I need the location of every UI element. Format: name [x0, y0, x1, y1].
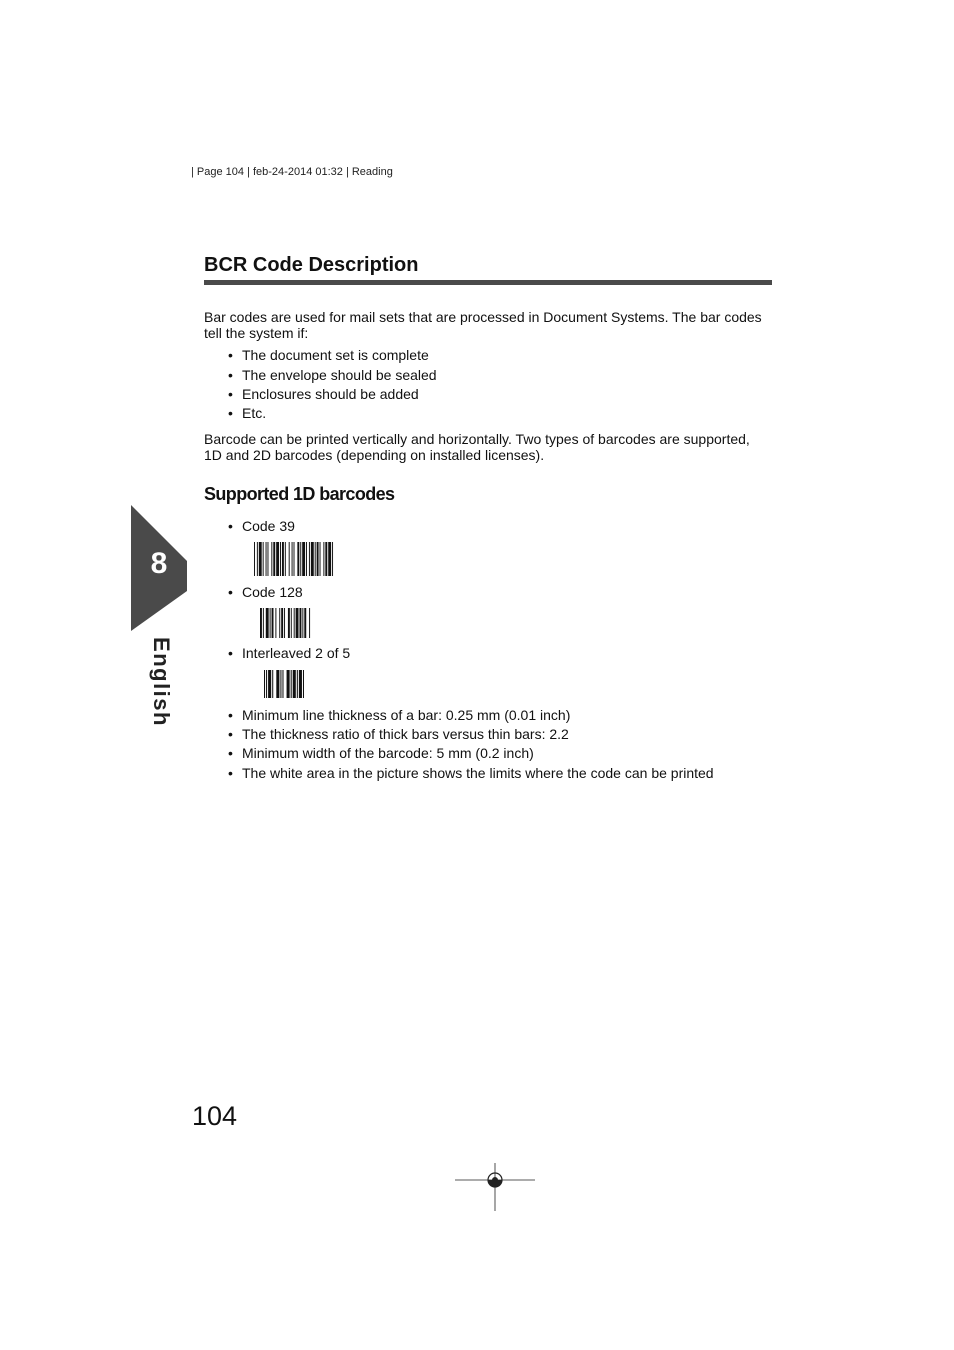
barcode-bar: [257, 542, 258, 576]
barcode-bar: [302, 542, 305, 576]
bullet: •: [228, 367, 233, 383]
list-item-code-128: [228, 584, 303, 600]
list-item: [228, 367, 437, 383]
bullet: •: [228, 584, 233, 600]
barcode-bar: [279, 608, 280, 638]
barcode-bar: [299, 608, 301, 638]
list-item: [228, 707, 570, 723]
list-item-text: The document set is complete: [242, 347, 429, 363]
barcode-bar: [291, 608, 292, 638]
barcode-bar: [288, 608, 290, 638]
crop-mark-icon: [455, 1163, 535, 1211]
barcode-bar: [280, 542, 281, 576]
barcode-bar: [317, 542, 319, 576]
list-item-text: Etc.: [242, 405, 267, 421]
chapter-number: 8: [150, 547, 168, 580]
barcode-bar: [296, 608, 299, 638]
barcode-bar: [266, 670, 267, 698]
list-item-text: Interleaved 2 of 5: [242, 645, 351, 661]
barcode-bar: [302, 608, 303, 638]
bullet: •: [228, 386, 233, 402]
barcode-icon: [258, 607, 314, 639]
barcode-bar: [294, 608, 295, 638]
barcode-bar: [263, 608, 264, 638]
bullet: •: [228, 347, 233, 363]
list-item: [228, 405, 266, 421]
barcode-bar: [289, 542, 290, 576]
barcode-bar: [270, 608, 271, 638]
barcode-bar: [309, 542, 310, 576]
list-item: [228, 386, 419, 402]
barcode-bar: [268, 670, 271, 698]
bullet: •: [228, 726, 233, 742]
list-item-text: The thickness ratio of thick bars versus thin bars: 2.2: [242, 726, 569, 742]
list-item-text: The envelope should be sealed: [242, 367, 437, 383]
barcode-bar: [264, 670, 265, 698]
barcode-bar: [291, 670, 292, 698]
barcode-bar: [328, 542, 331, 576]
bullet: •: [228, 645, 233, 661]
list-item-interleaved-2-of-5: [228, 645, 350, 661]
list-item: [228, 726, 569, 742]
list-item-text: Enclosures should be added: [242, 386, 419, 402]
barcode-bar: [287, 670, 290, 698]
list-item-text: Code 39: [242, 518, 295, 534]
barcode-bar: [325, 542, 327, 576]
bullet: •: [228, 405, 233, 421]
intro-paragraph-line-2: tell the system if:: [204, 325, 309, 341]
barcode-bar: [259, 542, 262, 576]
barcode-bar: [304, 608, 306, 638]
barcode-bar: [320, 542, 321, 576]
barcode-bar: [275, 608, 276, 638]
barcode-bar: [254, 542, 255, 576]
barcode-bar: [306, 542, 307, 576]
barcode-bar: [267, 542, 268, 576]
list-item: [228, 745, 534, 761]
barcode-bar: [276, 670, 279, 698]
barcode-bar: [272, 670, 273, 698]
subsection-title: Supported 1D barcodes: [204, 484, 395, 504]
chapter-language-label: [131, 637, 191, 727]
barcode-bar: [293, 670, 296, 698]
barcode-icon: [262, 669, 306, 699]
barcode-bar: [299, 670, 302, 698]
barcode-bar: [260, 608, 262, 638]
barcode-bar: [273, 542, 275, 576]
intro-paragraph: [204, 309, 779, 341]
barcode-bar: [276, 542, 279, 576]
list-item: [228, 347, 429, 363]
title-underline: [204, 280, 772, 285]
barcode-bar: [285, 542, 286, 576]
page-number: 104: [192, 1101, 238, 1131]
barcode-paragraph-line-1: Barcode can be printed vertically and horizontally. Two types of barcodes are supported,: [204, 431, 750, 447]
barcode-bar: [282, 542, 284, 576]
barcode-bar: [300, 542, 301, 576]
chapter-language-text: English: [149, 637, 174, 727]
barcode-bar: [303, 670, 304, 698]
barcode-bar: [282, 670, 283, 698]
barcode-paragraph-line-2: 1D and 2D barcodes (depending on installed licenses).: [204, 447, 545, 463]
barcode-bar: [294, 542, 295, 576]
bullet: •: [228, 765, 233, 781]
bullet: •: [228, 707, 233, 723]
list-item-text: Minimum line thickness of a bar: 0.25 mm (0.01 inch): [242, 707, 571, 723]
barcode-bar: [309, 608, 310, 638]
barcode-paragraph: [204, 431, 779, 463]
barcode-bar: [315, 542, 316, 576]
bullet: •: [228, 745, 233, 761]
barcode-bar: [266, 542, 267, 576]
section-title: BCR Code Description: [204, 254, 419, 276]
list-item: [228, 765, 714, 781]
barcode-bar: [280, 670, 281, 698]
running-header: | Page 104 | feb-24-2014 01:32 | Reading: [191, 166, 393, 178]
barcode-bar: [297, 542, 299, 576]
barcode-bar: [263, 542, 264, 576]
list-item-code-39: [228, 518, 295, 534]
barcode-bar: [266, 608, 269, 638]
barcode-bar: [281, 608, 283, 638]
intro-paragraph-line-1: Bar codes are used for mail sets that are processed in Document Systems. The bar codes: [204, 309, 762, 325]
barcode-bar: [297, 670, 298, 698]
list-item-text: The white area in the picture shows the limits where the code can be printed: [242, 765, 714, 781]
barcode-bar: [272, 608, 274, 638]
barcode-bar: [292, 542, 293, 576]
barcode-bar: [271, 542, 272, 576]
barcode-icon: [252, 541, 336, 577]
barcode-bar: [323, 542, 324, 576]
bullet: •: [228, 518, 233, 534]
barcode-bar: [311, 542, 314, 576]
list-item-text: Code 128: [242, 584, 303, 600]
barcode-bar: [332, 542, 333, 576]
list-item-text: Minimum width of the barcode: 5 mm (0.2 inch): [242, 745, 534, 761]
barcode-bar: [284, 608, 285, 638]
